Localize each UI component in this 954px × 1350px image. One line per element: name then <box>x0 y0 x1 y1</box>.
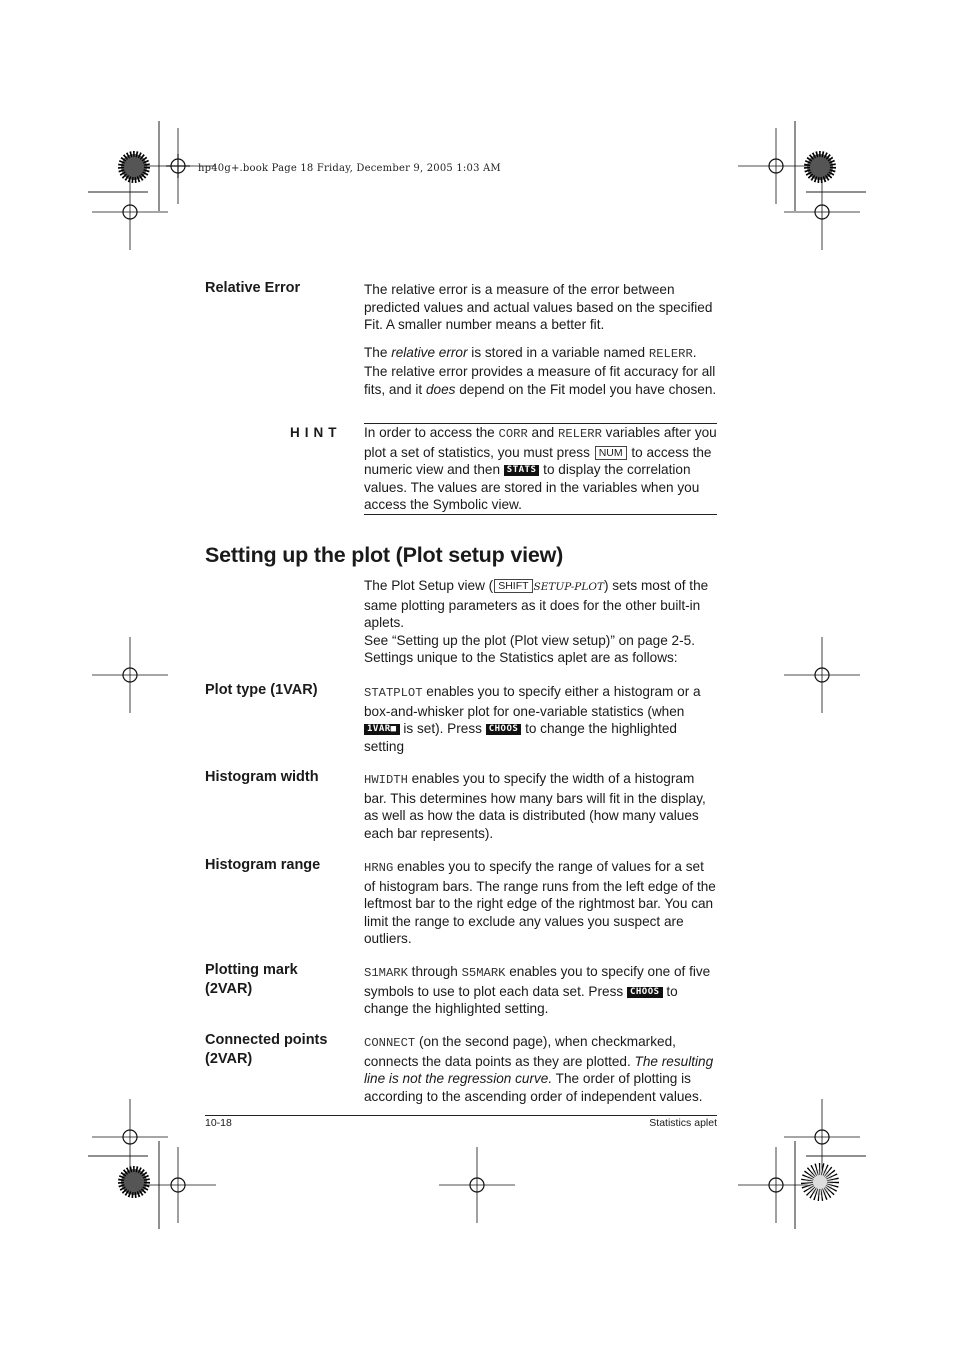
plotting-mark-body: S1MARK through S5MARK enables you to specify one of five symbols to use to plot each data set. Press CHOOS to change the highlighted setting. <box>364 964 711 1017</box>
1var-softkey-icon: 1VAR■ <box>364 724 400 735</box>
hint-bottom-rule <box>364 514 717 515</box>
footer-rule <box>205 1115 717 1116</box>
chapter-title: Statistics aplet <box>649 1117 717 1129</box>
num-key-icon: NUM <box>595 446 627 460</box>
hint-body: In order to access the CORR and RELERR variables after you plot a set of statistics, you must press NUM to access the numeric view and then STATS to display the correlation values. The values are stored in the variables when you access the Symbolic view. <box>364 425 717 513</box>
term-histogram-width: Histogram width <box>205 769 319 785</box>
connected-points-body: CONNECT (on the second page), when checkmarked, connects the data points as they are plotted. The resulting line is not the regression curve. The order of plotting is according to the ascending order of independent values. <box>364 1034 714 1104</box>
plot-type-body: STATPLOT enables you to specify either a histogram or a box-and-whisker plot for one-variable statistics (when 1VAR■ is set). Press CHOOS to change the highlighted setting <box>364 684 701 754</box>
section-title: Setting up the plot (Plot setup view) <box>205 543 564 567</box>
term-plot-type: Plot type (1VAR) <box>205 682 318 698</box>
relative-error-p2: The relative error is stored in a variable named RELERR. The relative error provides a measure of fit accuracy for all fits, and it does depend on the Fit model you have chosen. <box>364 344 717 397</box>
choos-softkey-icon: CHOOS <box>627 987 663 998</box>
relative-error-p1: The relative error is a measure of the error between predicted values and actual values based on the specified Fit. A smaller number means a better fit. <box>364 282 713 333</box>
term-connected-points: Connected points (2VAR) <box>205 1032 328 1067</box>
term-relative-error: Relative Error <box>205 280 301 296</box>
relative-error-body <box>364 281 718 399</box>
print-header: hp40g+.book Page 18 Friday, December 9, 2005 1:03 AM <box>198 163 501 174</box>
histogram-range-body: HRNG enables you to specify the range of values for a set of histogram bars. The range runs from the left edge of the leftmost bar to the right edge of the rightmost bar. You can limit the range to exclude any values you suspect are outliers. <box>364 859 716 947</box>
choos-softkey-icon: CHOOS <box>486 724 522 735</box>
histogram-width-body: HWIDTH enables you to specify the width of a histogram bar. This determines how many bars will fit in the display, as well as how the data is distributed (how many values each bar represents). <box>364 771 706 841</box>
page-number: 10-18 <box>205 1117 232 1129</box>
hint-label: HINT <box>290 425 342 440</box>
stats-softkey-icon: STATS <box>504 465 540 476</box>
term-plotting-mark: Plotting mark (2VAR) <box>205 962 298 997</box>
intro-body: The Plot Setup view ( SHIFT SETUP-PLOT) sets most of the same plotting parameters as it does for the other built-in aplets. See “Setting up the plot (Plot view setup)” on page 2-5. Settings unique to the Statistics aplet are as follows: <box>364 578 709 666</box>
shift-key-icon: SHIFT <box>494 579 532 593</box>
term-histogram-range: Histogram range <box>205 857 321 873</box>
